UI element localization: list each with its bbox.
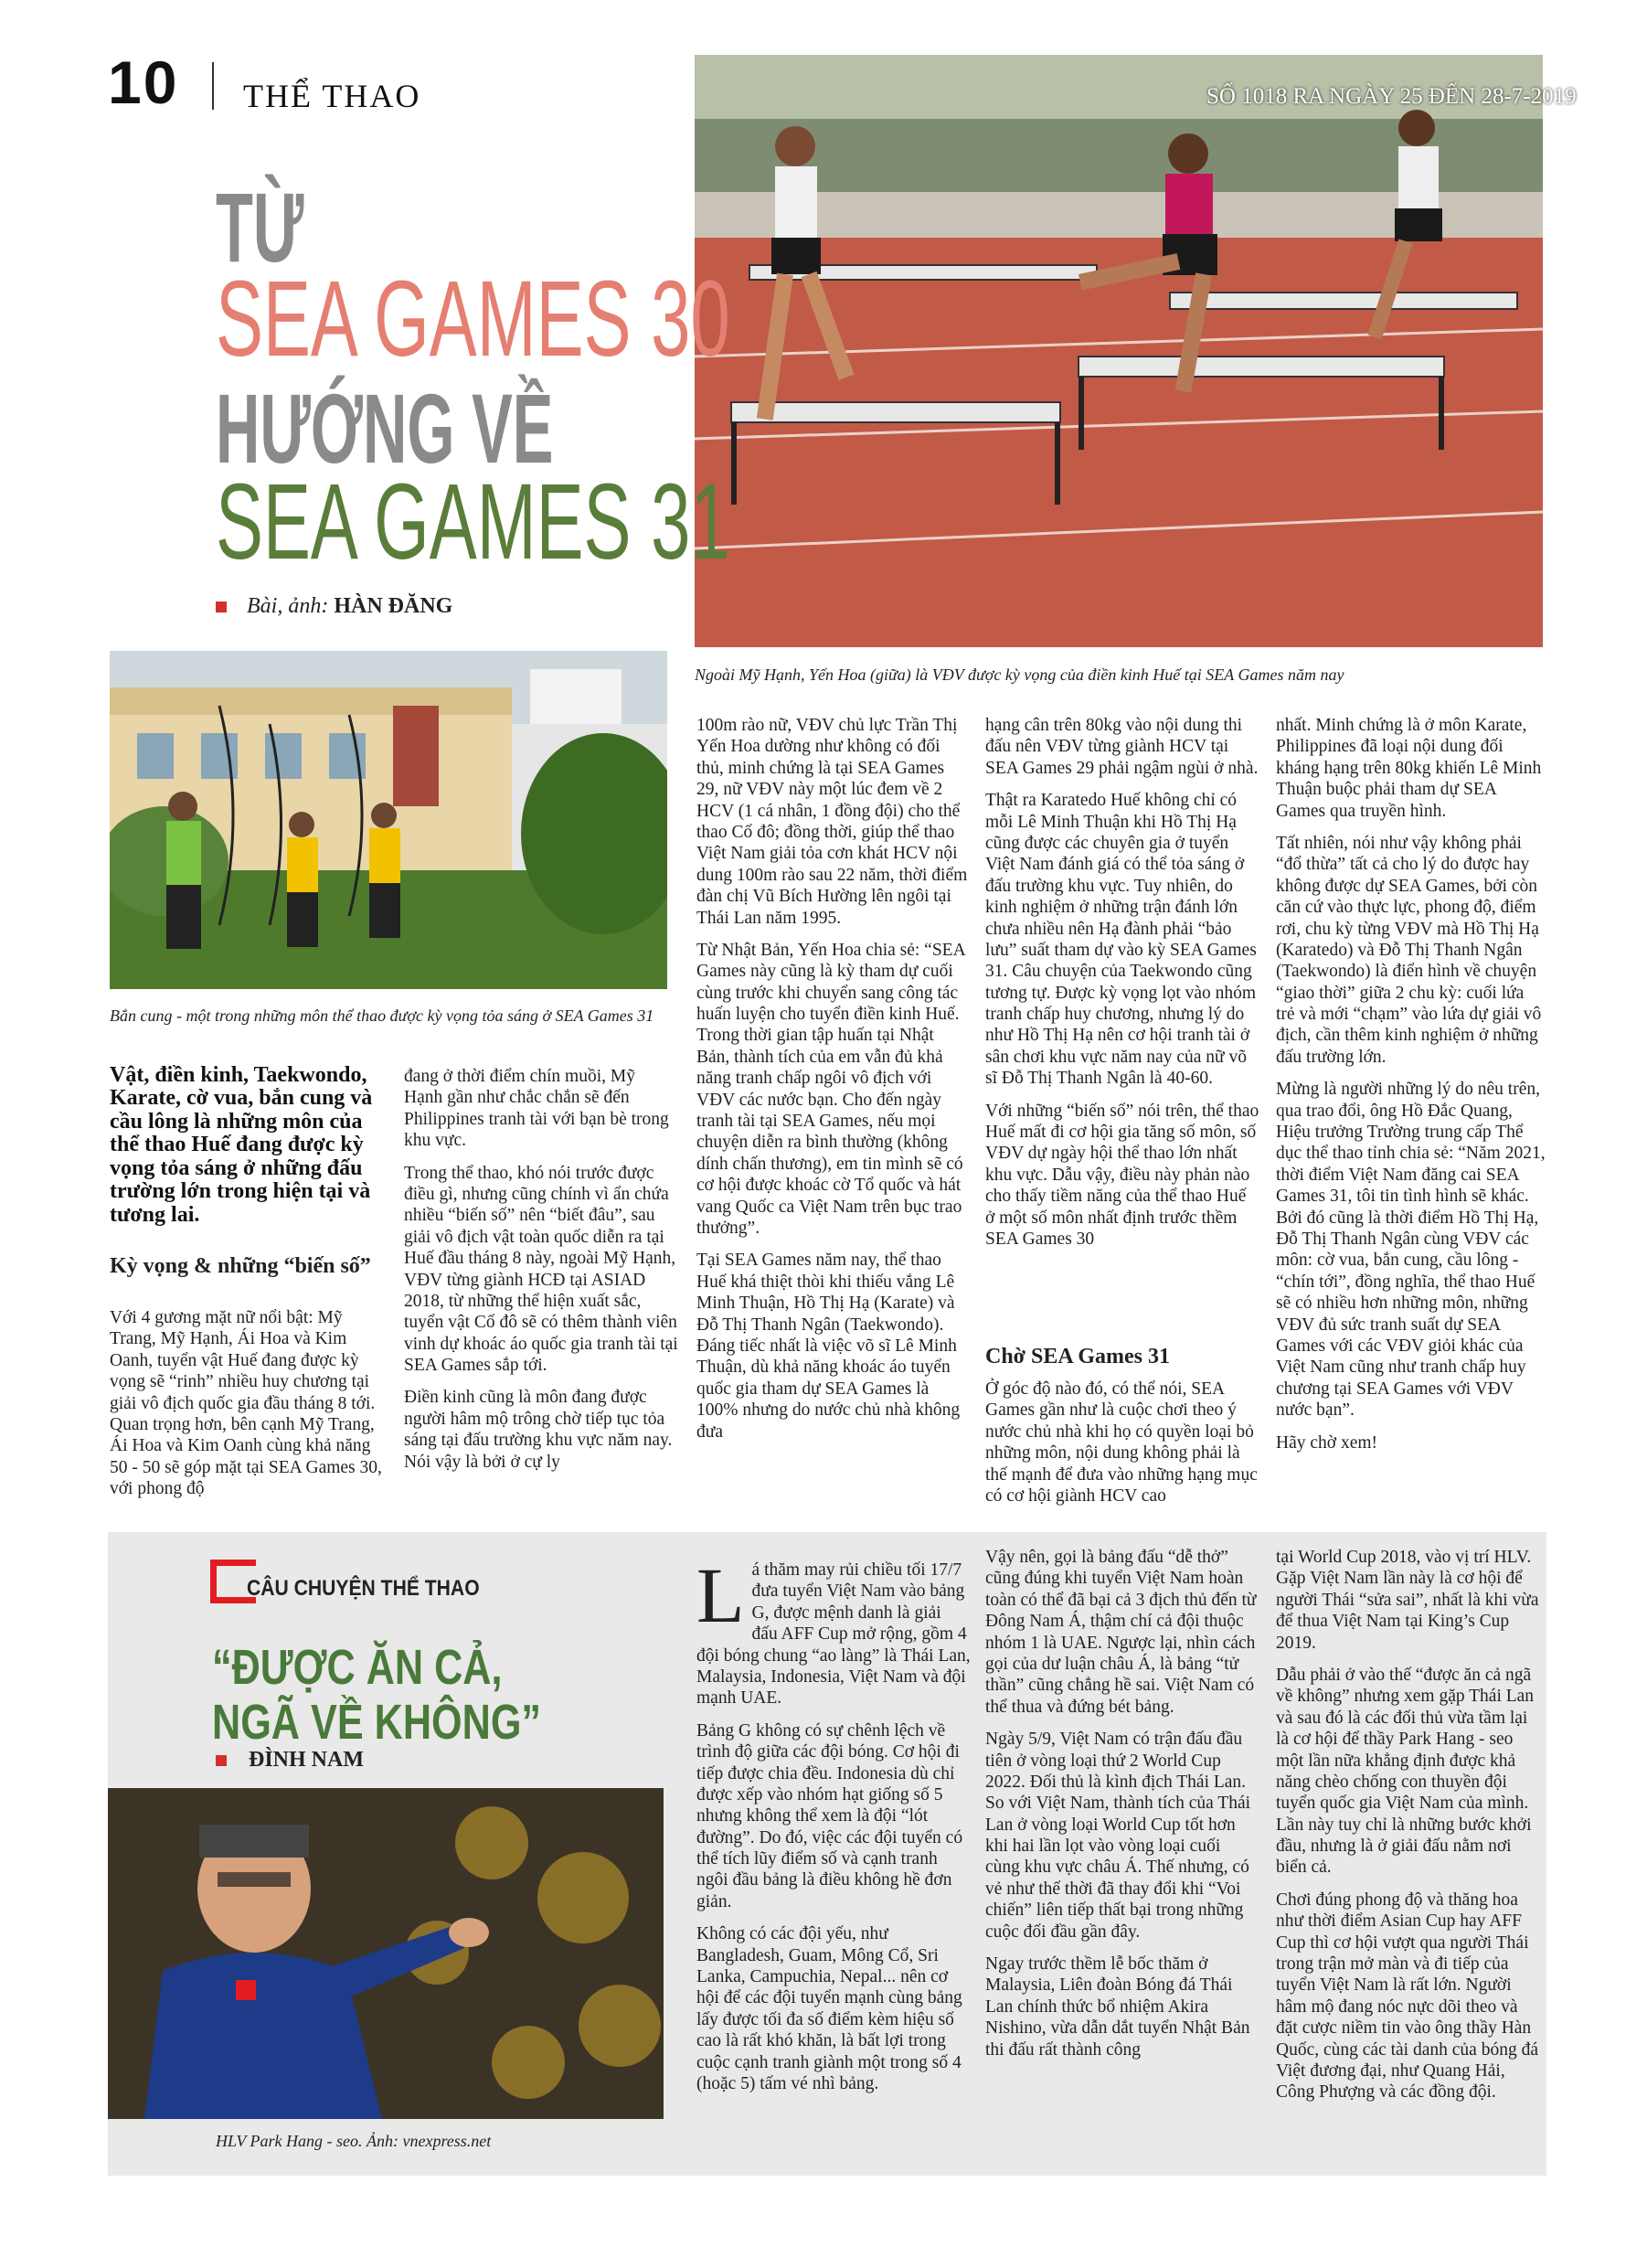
paragraph: Thật ra Karatedo Huế không chỉ có mỗi Lê Minh Thuận khi Hồ Thị Hạ cũng được các chuyên gia ở tuyển Việt Nam đánh giá có thể tỏa sáng ở đấu trường khu vực. Tuy nhiên, do kinh nghiệm ở những trận đánh lớn chưa nhiều nên Hạ đành phải “bảo lưu” suất tham dự vào kỳ SEA Games 31. Câu chuyện của Taekwondo cũng tương tự. Được kỳ vọng lọt vào nhóm tranh chấp huy chương, nhưng lý do như Hồ Thị Hạ nên cơ hội tranh tài ở sân chơi khu vực năm nay của nữ võ sĩ Đỗ Thị Thanh Ngân là 40-60. bbox=[985, 791, 1257, 1089]
paragraph: Với 4 gương mặt nữ nổi bật: Mỹ Trang, Mỹ Hạnh, Ái Hoa và Kim Oanh, tuyển vật Huế đang được kỳ vọng sẽ “rinh” nhiều huy chương tại giải vô địch quốc gia đầu tháng 8 tới. Quan trọng hơn, bên cạnh Mỹ Trang, Ái Hoa và Kim Oanh cùng khả năng 50 - 50 sẽ góp mặt tại SEA Games 30, với phong độ bbox=[110, 1308, 382, 1499]
drop-cap: L bbox=[696, 1551, 745, 1639]
subhead-sea-games-31: Chờ SEA Games 31 bbox=[985, 1345, 1170, 1368]
paragraph: Trong thể thao, khó nói trước được điều gì, nhưng cũng chính vì ẩn chứa nhiều “biến số” nên “biết đâu”, sau giải vô địch vật toàn quốc diễn ra tại Huế đầu tháng 8 này, ngoài Mỹ Hạnh, VĐV từng giành HCĐ tại ASIAD 2018, từ những thể hiện xuất sắc, tuyển vật Cố đô sẽ có thêm thành viên vinh dự khoác áo quốc gia tranh tài tại SEA Games sắp tới. bbox=[404, 1163, 678, 1376]
hurdles-photo bbox=[695, 55, 1543, 647]
paragraph: Tại SEA Games năm nay, thể thao Huế khá thiệt thòi khi thiếu vắng Lê Minh Thuận, Hồ Thị Hạ (Karate) và Đỗ Thị Thanh Ngân (Taekwondo). Đáng tiếc nhất là việc võ sĩ Lê Minh Thuận, dù khả năng khoác áo tuyển quốc gia tham dự SEA Games là 100% nhưng do nước chủ nhà không đưa bbox=[696, 1251, 961, 1442]
coach-photo-caption: HLV Park Hang - seo. Ảnh: vnexpress.net bbox=[216, 2132, 492, 2150]
byline-name: HÀN ĐĂNG bbox=[334, 594, 453, 618]
paragraph: Ở góc độ nào đó, có thể nói, SEA Games gần như là cuộc chơi theo ý nước chủ nhà khi họ có quyền loại bỏ những môn, nội dung không phải là thế mạnh để đưa vào những hạng mục có cơ hội giành HCV cao bbox=[985, 1379, 1258, 1506]
paragraph bbox=[696, 1551, 971, 1709]
paragraph: Vậy nên, gọi là bảng đấu “dễ thở” cũng đúng khi tuyển Việt Nam hoàn toàn có thể đã bại cả 3 địch thủ đến từ Đông Nam Á, thậm chí cả đội thuộc nhóm 1 là UAE. Ngược lại, nhìn cách gọi của dư luận châu Á, là bảng “tử thần” cũng chẳng hề sai. Việt Nam có thể thua và đứng bét bảng. bbox=[985, 1548, 1257, 1717]
paragraph: Với những “biến số” nói trên, thể thao Huế mất đi cơ hội gia tăng số môn, số VĐV dự ngày hội thể thao lớn nhất khu vực. Dẫu vậy, điều này phản nào cho thấy tiềm năng của thể thao Huế ở một số môn nhất định trước thềm SEA Games 30 bbox=[985, 1101, 1259, 1249]
hurdles-caption: Ngoài Mỹ Hạnh, Yến Hoa (giữa) là VĐV được kỳ vọng của điền kinh Huế tại SEA Games năm nay bbox=[695, 665, 1344, 684]
paragraph: Ngay trước thềm lễ bốc thăm ở Malaysia, Liên đoàn Bóng đá Thái Lan chính thức bổ nhiệm Akira Nishino, vừa dẫn dắt tuyển Nhật Bản thi đấu rất thành công bbox=[985, 1954, 1250, 2060]
paragraph: hạng cân trên 80kg vào nội dung thi đấu nên VĐV từng giành HCV tại SEA Games 29 phải ngậm ngùi ở nhà. bbox=[985, 716, 1259, 778]
article-column-2 bbox=[404, 1066, 678, 1484]
paragraph: Hãy chờ xem! bbox=[1276, 1432, 1378, 1453]
article-lead: Vật, điền kinh, Taekwondo, Karate, cờ vua, bắn cung và cầu lông là những môn của thể thao Huế đang được kỳ vọng tỏa sáng ở những đấu trường lớn trong hiện tại và tương lai. bbox=[110, 1063, 373, 1227]
story-title-line-2: NGÃ VỀ KHÔNG” bbox=[212, 1695, 542, 1751]
page-number: 10 bbox=[108, 48, 179, 116]
byline bbox=[216, 594, 452, 619]
paragraph: Không có các đội yếu, như Bangladesh, Guam, Mông Cổ, Sri Lanka, Campuchia, Nepal... nên cơ hội để các đội tuyển mạnh cùng bảng lấy được tối đa số điểm kèm hiệu số cao là rất khó khăn, là bất lợi trong cuộc cạnh tranh giành một trong số 4 (hoặc 5) tấm vé nhì bảng. bbox=[696, 1924, 962, 2093]
headline-line-2: SEA GAMES 30 bbox=[216, 259, 730, 379]
headline-line-3: HƯỚNG VỀ bbox=[216, 373, 554, 484]
article-column-5 bbox=[1276, 715, 1546, 1464]
article-column-1 bbox=[110, 1307, 384, 1511]
headline-line-4: SEA GAMES 31 bbox=[216, 462, 730, 582]
paragraph: nhất. Minh chứng là ở môn Karate, Philippines đã loại nội dung đối kháng hạng trên 80kg khiến Lê Minh Thuận buộc phải tham dự SEA Games qua truyền hình. bbox=[1276, 716, 1542, 821]
archery-caption: Bắn cung - một trong những môn thể thao được kỳ vọng tỏa sáng ở SEA Games 31 bbox=[110, 1006, 654, 1025]
paragraph: Ngày 5/9, Việt Nam có trận đấu đầu tiên ở vòng loại thứ 2 World Cup 2022. Đối thủ là kình địch Thái Lan. So với Việt Nam, thành tích của Thái Lan ở vòng loại World Cup tốt hơn khi hai lần lọt vào vòng loại cuối cùng khu vực châu Á. Thế nhưng, có vẻ như thế thời đã thay đổi khi “Voi chiến” liên tiếp thất bại trong những cuộc đối đầu gần đây. bbox=[985, 1730, 1251, 1942]
story-title-line-1: “ĐƯỢC ĂN CẢ, bbox=[212, 1640, 503, 1695]
article-column-3 bbox=[696, 715, 971, 1453]
paragraph: Dẫu phải ở vào thế “được ăn cả ngã về không” nhưng xem gặp Thái Lan và sau đó là các đối thủ vừa tầm lại là cơ hội để thầy Park Hang - seo một lần nữa khẳng định được khả năng chèo chống con thuyền đội tuyển quốc gia Việt Nam của mình. Lần này tuy chỉ là những bước khởi đầu, nhưng là ở giải đấu nằm nơi biển cả. bbox=[1276, 1665, 1535, 1878]
article-column-4b bbox=[985, 1379, 1259, 1517]
paragraph-text: á thăm may rủi chiều tối 17/7 đưa tuyển Việt Nam vào bảng G, được mệnh danh là giải đấu AFF Cup mở rộng, gồm 4 đội bóng chung “ao làng” là Thái Lan, Malaysia, Indonesia, Việt Nam và đội mạnh UAE. bbox=[696, 1560, 971, 1709]
story-title bbox=[212, 1640, 724, 1751]
paragraph: Từ Nhật Bản, Yến Hoa chia sẻ: “SEA Games này cũng là kỳ tham dự cuối cùng trước khi chuyển sang công tác huấn luyện cho tuyển điền kinh Huế. Trong thời gian tập huấn tại Nhật Bản, thành tích của em vẫn đủ khả năng tranh chấp ngôi vô địch với VĐV các nước bạn. Cho đến ngày tranh tài tại SEA Games, nếu mọi chuyện diễn ra bình thường (không dính chấn thương), em tin mình sẽ có cơ hội được khoác cờ Tổ quốc và hát vang Quốc ca Việt Nam trên bục trao thưởng”. bbox=[696, 940, 965, 1238]
article-column-4 bbox=[985, 715, 1259, 1261]
coach-photo bbox=[108, 1788, 664, 2119]
paragraph: Tất nhiên, nói như vậy không phải “đổ thừa” tất cả cho lý do được hay không được dự SEA Games, bởi còn căn cứ vào thực lực, phong độ, điểm rơi, chu kỳ từng VĐV mà Hồ Thị Hạ (Karatedo) và Đỗ Thị Thanh Ngân (Taekwondo) là điển hình về chuyện “giao thời” giữa 2 chu kỳ: cuối lứa trẻ và mới “chạm” vào lứa dự giải vô địch, cần thêm kinh nghiệm ở những đấu trường lớn. bbox=[1276, 833, 1542, 1067]
story-column-3 bbox=[1276, 1547, 1541, 2114]
issue-info: SỐ 1018 RA NGÀY 25 ĐẾN 28-7-2019 bbox=[1206, 84, 1577, 109]
paragraph: Mừng là người những lý do nêu trên, qua trao đổi, ông Hồ Đắc Quang, Hiệu trưởng Trường trung cấp Thể dục thể thao tỉnh chia sẻ: “Năm 2021, thời điểm Việt Nam đăng cai SEA Games 31, tôi tin tình hình sẽ khác. Bởi đó cũng là thời điểm Hồ Thị Hạ, Đỗ Thị Thanh Ngân cùng VĐV các môn: cờ vua, bắn cung, cầu lông - “chín tới”, đồng nghĩa, thể thao Huế sẽ có nhiều hơn những môn, những VĐV đủ sức tranh suất dự SEA Games với các VĐV giỏi khác của Việt Nam cũng như tranh chấp huy chương tại SEA Games với VĐV nước bạn”. bbox=[1276, 1080, 1546, 1421]
header-divider bbox=[212, 62, 214, 110]
paragraph: 100m rào nữ, VĐV chủ lực Trần Thị Yến Hoa dường như không có đối thủ, minh chứng là tại SEA Games 29, nữ VĐV này một lúc đem về 2 HCV (1 cá nhân, 1 đồng đội) cho thể thao Cố đô; đồng thời, giúp thể thao Việt Nam giải tỏa cơn khát HCV nội dung 100m rào sau 22 năm, thời điểm đàn chị Vũ Bích Hường lên ngôi tại Thái Lan năm 1995. bbox=[696, 716, 968, 928]
story-author-name: ĐÌNH NAM bbox=[249, 1748, 364, 1772]
paragraph: Chơi đúng phong độ và thăng hoa như thời điểm Asian Cup hay AFF Cup thì cơ hội vượt qua người Thái trong trận mở màn và đi tiếp của tuyển Việt Nam là rất lớn. Người hâm mộ đang nóc nực dõi theo và đặt cược niềm tin vào ông thầy Hàn Quốc, cùng các tài danh của bóng đá Việt đương đại, như Quang Hải, Công Phượng và các đồng đội. bbox=[1276, 1890, 1538, 2103]
story-author bbox=[216, 1748, 364, 1773]
story-tag: CÂU CHUYỆN THỂ THAO bbox=[247, 1576, 480, 1601]
paragraph: Điền kinh cũng là môn đang được người hâm mộ trông chờ tiếp tục tỏa sáng tại đấu trường khu vực năm nay. Nói vậy là bởi ở cự ly bbox=[404, 1388, 673, 1472]
story-column-2 bbox=[985, 1547, 1259, 2071]
red-square-icon bbox=[216, 1755, 227, 1766]
paragraph: đang ở thời điểm chín muồi, Mỹ Hạnh gần như chắc chắn sẽ đến Philippines tranh tài với bạn bè trong khu vực. bbox=[404, 1067, 669, 1151]
red-square-icon bbox=[216, 602, 227, 612]
byline-label: Bài, ảnh: bbox=[247, 594, 329, 618]
archery-photo bbox=[110, 651, 667, 989]
section-title: THỂ THAO bbox=[243, 78, 421, 114]
paragraph: Bảng G không có sự chênh lệch về trình độ giữa các đội bóng. Cơ hội đi tiếp được chia đều. Indonesia dù chỉ được xếp vào nhóm hạt giống số 5 nhưng không thể xem là đội “lót đường”. Do đó, việc các đội tuyển có thể tích lũy điểm số và cạnh tranh ngôi đầu bảng là điều không hề đơn giản. bbox=[696, 1720, 963, 1911]
story-column-1 bbox=[696, 1551, 971, 2105]
subhead-expectations: Kỳ vọng & những “biến số” bbox=[110, 1254, 371, 1278]
paragraph: tại World Cup 2018, vào vị trí HLV. Gặp Việt Nam lần này là cơ hội để người Thái “sửa sai”, nhất là khi vừa để thua Việt Nam tại King’s Cup 2019. bbox=[1276, 1548, 1539, 1653]
headline-line-1: TỪ bbox=[216, 172, 304, 282]
